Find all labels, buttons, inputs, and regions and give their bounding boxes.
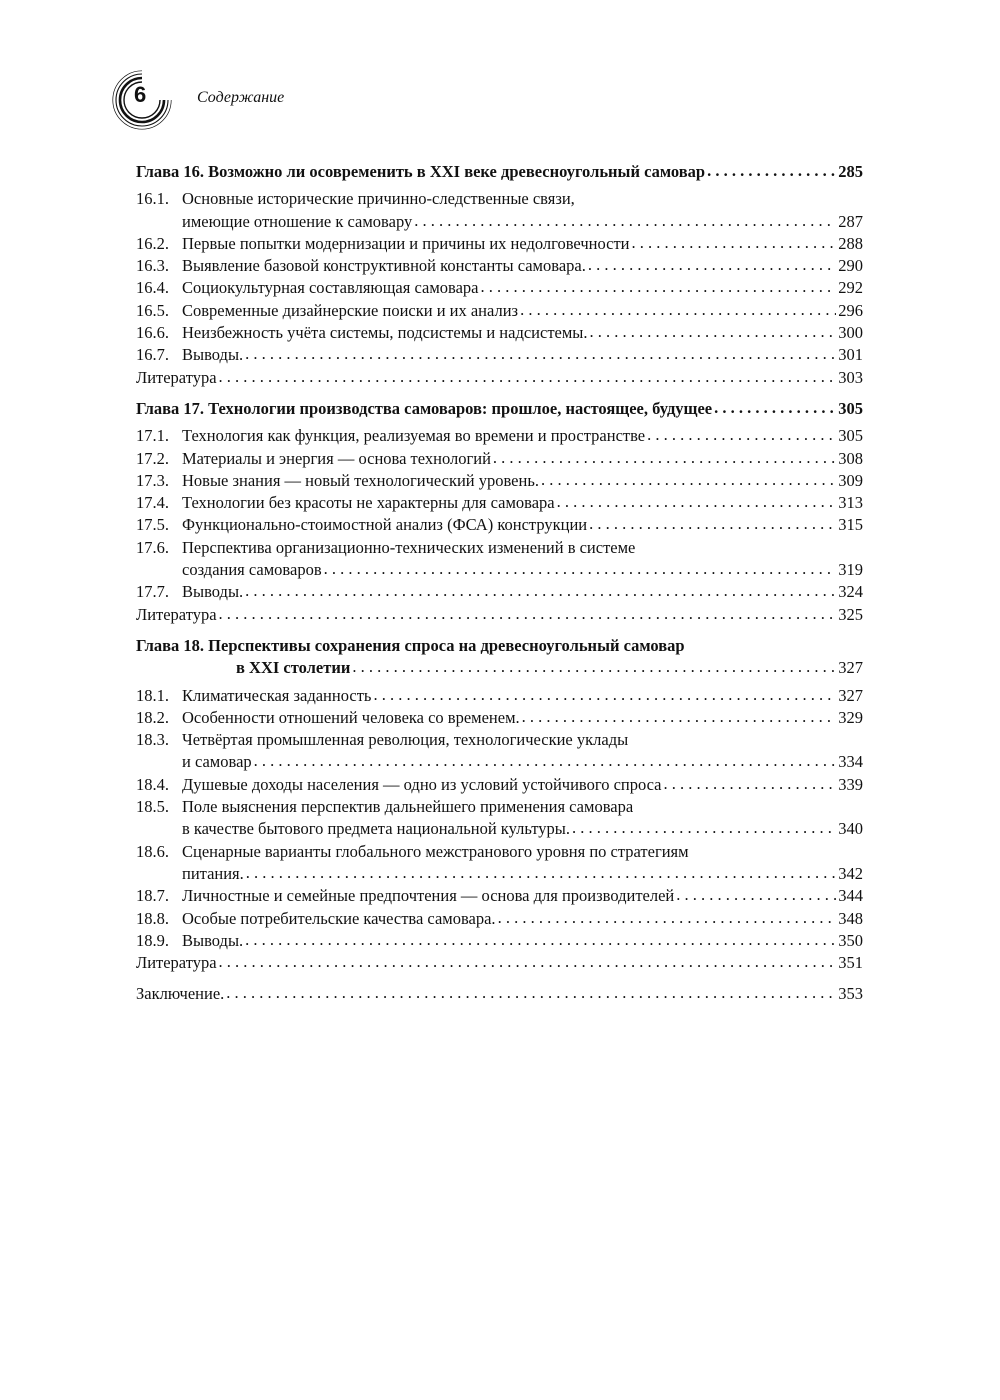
dot-leader	[226, 982, 836, 1004]
page-ref: 344	[838, 886, 863, 906]
item-number: 18.8.	[136, 908, 169, 928]
dot-leader	[219, 951, 837, 973]
page-ref: 290	[838, 256, 863, 276]
toc-item-17-6-cont[interactable]	[136, 559, 863, 581]
item-number: 17.1.	[136, 426, 169, 446]
item-number: 16.4.	[136, 278, 169, 298]
item-title: Основные исторические причинно-следственные связи,	[182, 189, 575, 209]
toc-item-17-2[interactable]	[136, 448, 863, 470]
item-title: Социокультурная составляющая самовара	[182, 278, 479, 298]
page-ref: 325	[838, 604, 863, 624]
item-title: Выводы.	[182, 930, 244, 950]
page-ref: 327	[838, 685, 863, 705]
item-title: Современные дизайнерские поиски и их анализ	[182, 300, 519, 320]
dot-leader	[245, 343, 836, 365]
dot-leader	[324, 558, 837, 580]
item-number: 16.3.	[136, 256, 169, 276]
item-title: Выводы.	[182, 582, 244, 602]
page-ref: 340	[838, 819, 863, 839]
item-number: 17.5.	[136, 515, 169, 535]
running-title: Содержание	[197, 89, 285, 106]
dot-leader	[414, 210, 836, 232]
item-title: Перспектива организационно-технических изменений в системе	[182, 537, 636, 557]
item-title: Неизбежность учёта системы, подсистемы и надсистемы.	[182, 323, 588, 343]
toc-item-16-4[interactable]	[136, 277, 863, 299]
chapter-18-entry-cont[interactable]	[136, 657, 863, 679]
item-title: Выводы.	[182, 345, 244, 365]
chapter-title: Глава 16. Возможно ли осовременить в XXI веке древесноугольный самовар	[136, 162, 706, 181]
page-ref: 305	[838, 398, 863, 418]
item-title: Первые попытки модернизации и причины их недолговечности	[182, 233, 630, 253]
item-number: 17.3.	[136, 470, 169, 490]
toc-item-17-1[interactable]	[136, 425, 863, 447]
item-number: 17.4.	[136, 493, 169, 513]
toc-item-18-8[interactable]	[136, 908, 863, 930]
toc-item-18-4[interactable]	[136, 774, 863, 796]
item-number: 18.3.	[136, 730, 169, 750]
chapter-title: в XXI столетии	[236, 658, 351, 678]
dot-leader	[676, 884, 836, 906]
dot-leader	[480, 276, 836, 298]
dot-leader	[647, 424, 836, 446]
page-ref: 353	[838, 984, 863, 1004]
chapter-title: Глава 18. Перспективы сохранения спроса на древесноугольный самовар	[136, 635, 685, 655]
toc-item-18-6-cont[interactable]	[136, 863, 863, 885]
chapter-17-entry[interactable]	[136, 398, 863, 420]
item-title: Поле выяснения перспектив дальнейшего применения самовара	[182, 797, 634, 817]
item-number: 16.2.	[136, 233, 169, 253]
item-title: Литература	[136, 367, 217, 387]
item-title: имеющие отношение к самовару	[182, 211, 413, 231]
toc-item-16-5[interactable]	[136, 300, 863, 322]
dot-leader	[352, 656, 836, 678]
page-ref: 296	[838, 300, 863, 320]
page-ref: 292	[838, 278, 863, 298]
item-title: в качестве бытового предмета национальной культуры.	[182, 819, 570, 839]
page-ref: 287	[838, 211, 863, 231]
page-ref: 313	[838, 493, 863, 513]
toc-item-18-2[interactable]	[136, 707, 863, 729]
item-title: Материалы и энергия — основа технологий	[182, 448, 491, 468]
toc-literature-18[interactable]	[136, 952, 863, 974]
item-title: Душевые доходы населения — одно из условий устойчивого спроса	[182, 774, 662, 794]
page-ref: 327	[838, 658, 863, 678]
page-ref: 301	[838, 345, 863, 365]
item-number: 16.1.	[136, 189, 169, 209]
toc-item-16-1[interactable]	[136, 188, 863, 210]
dot-leader	[493, 447, 836, 469]
item-title: Выявление базовой конструктивной константы самовара.	[182, 256, 586, 276]
item-title: и самовар	[182, 752, 252, 772]
toc-item-17-5[interactable]	[136, 514, 863, 536]
item-title: Сценарные варианты глобального межстранового уровня по стратегиям	[182, 841, 689, 861]
dot-leader	[373, 684, 836, 706]
item-title: Литература	[136, 604, 217, 624]
item-title: Четвёртая промышленная революция, технологические уклады	[182, 730, 629, 750]
toc-item-18-5[interactable]	[136, 796, 863, 818]
dot-leader	[219, 603, 837, 625]
item-title: Литература	[136, 953, 217, 973]
toc-conclusion[interactable]	[136, 983, 863, 1005]
dot-leader	[572, 817, 836, 839]
chapter-16-entry[interactable]	[136, 161, 863, 183]
page-ref: 348	[838, 908, 863, 928]
dot-leader	[632, 232, 837, 254]
page-number-badge	[112, 70, 172, 130]
item-number: 16.7.	[136, 345, 169, 365]
toc-literature-17[interactable]	[136, 604, 863, 626]
dot-leader	[219, 366, 837, 388]
toc-item-18-9[interactable]	[136, 930, 863, 952]
page-ref: 308	[838, 448, 863, 468]
dot-leader	[245, 580, 836, 602]
item-number: 16.5.	[136, 300, 169, 320]
item-title: Личностные и семейные предпочтения — основа для производителей	[182, 886, 675, 906]
item-number: 18.1.	[136, 685, 169, 705]
item-number: 18.9.	[136, 930, 169, 950]
chapter-18-entry[interactable]	[136, 635, 863, 657]
dot-leader	[520, 299, 836, 321]
toc-item-18-3[interactable]	[136, 729, 863, 751]
dot-leader	[245, 929, 836, 951]
page-ref: 339	[838, 774, 863, 794]
toc-literature-16[interactable]	[136, 367, 863, 389]
item-title: создания самоваров	[182, 560, 322, 580]
item-number: 17.7.	[136, 582, 169, 602]
page-ref: 288	[838, 233, 863, 253]
page-ref: 324	[838, 582, 863, 602]
toc-item-16-7[interactable]	[136, 344, 863, 366]
item-number: 17.6.	[136, 537, 169, 557]
page-ref: 285	[838, 162, 863, 181]
toc-item-18-3-cont[interactable]	[136, 751, 863, 773]
page-ref: 319	[838, 560, 863, 580]
item-number: 17.2.	[136, 448, 169, 468]
toc-item-16-2[interactable]	[136, 233, 863, 255]
page-ref: 315	[838, 515, 863, 535]
toc-item-18-5-cont[interactable]	[136, 818, 863, 840]
item-number: 18.5.	[136, 797, 169, 817]
item-number: 18.4.	[136, 774, 169, 794]
page-number: 6	[134, 82, 147, 107]
chapter-title: Глава 17. Технологии производства самоваров: прошлое, настоящее, будущее	[136, 398, 713, 418]
toc-item-17-4[interactable]	[136, 492, 863, 514]
item-number: 18.6.	[136, 841, 169, 861]
dot-leader	[498, 907, 837, 929]
toc-item-16-6[interactable]	[136, 322, 863, 344]
dot-leader	[254, 750, 837, 772]
page-ref: 305	[838, 426, 863, 446]
item-number: 18.2.	[136, 707, 169, 727]
page-ref: 342	[838, 863, 863, 883]
toc-item-16-3[interactable]	[136, 255, 863, 277]
item-title: Климатическая заданность	[182, 685, 372, 705]
toc-item-18-1[interactable]	[136, 685, 863, 707]
dot-leader	[590, 321, 837, 343]
page-ref: 351	[838, 953, 863, 973]
page-header	[112, 70, 284, 130]
item-number: 18.7.	[136, 886, 169, 906]
table-of-contents	[136, 161, 863, 1006]
dot-leader	[522, 706, 837, 728]
dot-leader	[589, 513, 836, 535]
dot-leader	[246, 862, 836, 884]
dot-leader	[541, 469, 836, 491]
item-title: Функционально-стоимостной анализ (ФСА) конструкции	[182, 515, 588, 535]
item-title: Технологии без красоты не характерны для самовара	[182, 493, 555, 513]
dot-leader	[707, 160, 836, 182]
dot-leader	[588, 254, 836, 276]
dot-leader	[714, 397, 836, 419]
item-title: Технология как функция, реализуемая во времени и пространстве	[182, 426, 646, 446]
item-number: 16.6.	[136, 323, 169, 343]
page-ref: 309	[838, 470, 863, 490]
dot-leader	[663, 773, 836, 795]
toc-item-17-3[interactable]	[136, 470, 863, 492]
page-ref: 300	[838, 323, 863, 343]
dot-leader	[557, 491, 837, 513]
item-title: питания.	[182, 863, 244, 883]
item-title: Особенности отношений человека со временем.	[182, 707, 520, 727]
item-title: Заключение.	[136, 984, 225, 1004]
page-ref: 350	[838, 930, 863, 950]
toc-item-18-6[interactable]	[136, 841, 863, 863]
toc-item-17-7[interactable]	[136, 581, 863, 603]
toc-item-17-6[interactable]	[136, 537, 863, 559]
page-ref: 334	[838, 752, 863, 772]
toc-item-18-7[interactable]	[136, 885, 863, 907]
page-ref: 303	[838, 367, 863, 387]
page-ref: 329	[838, 707, 863, 727]
toc-item-16-1-cont[interactable]	[136, 211, 863, 233]
item-title: Новые знания — новый технологический уровень.	[182, 470, 539, 490]
item-title: Особые потребительские качества самовара.	[182, 908, 496, 928]
